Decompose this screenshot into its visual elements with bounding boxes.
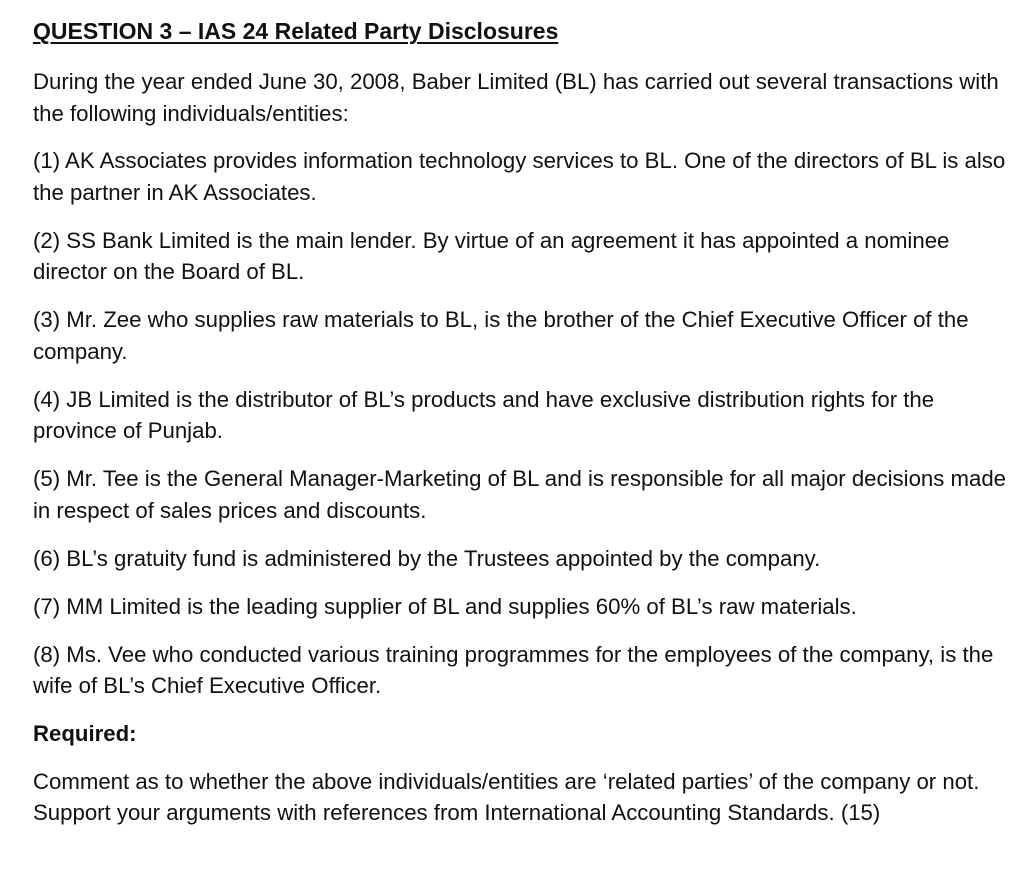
question-title: QUESTION 3 – IAS 24 Related Party Disclosures <box>33 18 559 44</box>
list-item: (7) MM Limited is the leading supplier of BL and supplies 60% of BL’s raw materials. <box>33 593 857 619</box>
list-item: (8) Ms. Vee who conducted various training programmes for the employees of the company, is the wife of BL’s Chief Executive Officer. <box>33 641 994 698</box>
list-item: (4) JB Limited is the distributor of BL’s products and have exclusive distribution rights for the province of Punjab. <box>33 386 935 443</box>
question-document <box>33 14 1008 845</box>
list-item: (5) Mr. Tee is the General Manager-Marketing of BL and is responsible for all major decisions made in respect of sales prices and discounts. <box>33 466 1007 523</box>
required-heading: Required: <box>33 721 137 746</box>
list-item: (3) Mr. Zee who supplies raw materials to BL, is the brother of the Chief Executive Officer of the company. <box>33 307 969 364</box>
list-item: (1) AK Associates provides information technology services to BL. One of the directors of BL is also the partner in AK Associates. <box>33 148 1006 205</box>
list-item: (6) BL’s gratuity fund is administered by the Trustees appointed by the company. <box>33 545 821 571</box>
required-text: Comment as to whether the above individuals/entities are ‘related parties’ of the company or not. Support your arguments with references from International Accounting Standards. (15) <box>33 768 980 825</box>
list-item: (2) SS Bank Limited is the main lender. By virtue of an agreement it has appointed a nominee director on the Board of BL. <box>33 227 950 284</box>
intro-paragraph: During the year ended June 30, 2008, Baber Limited (BL) has carried out several transactions with the following individuals/entities: <box>33 69 999 126</box>
